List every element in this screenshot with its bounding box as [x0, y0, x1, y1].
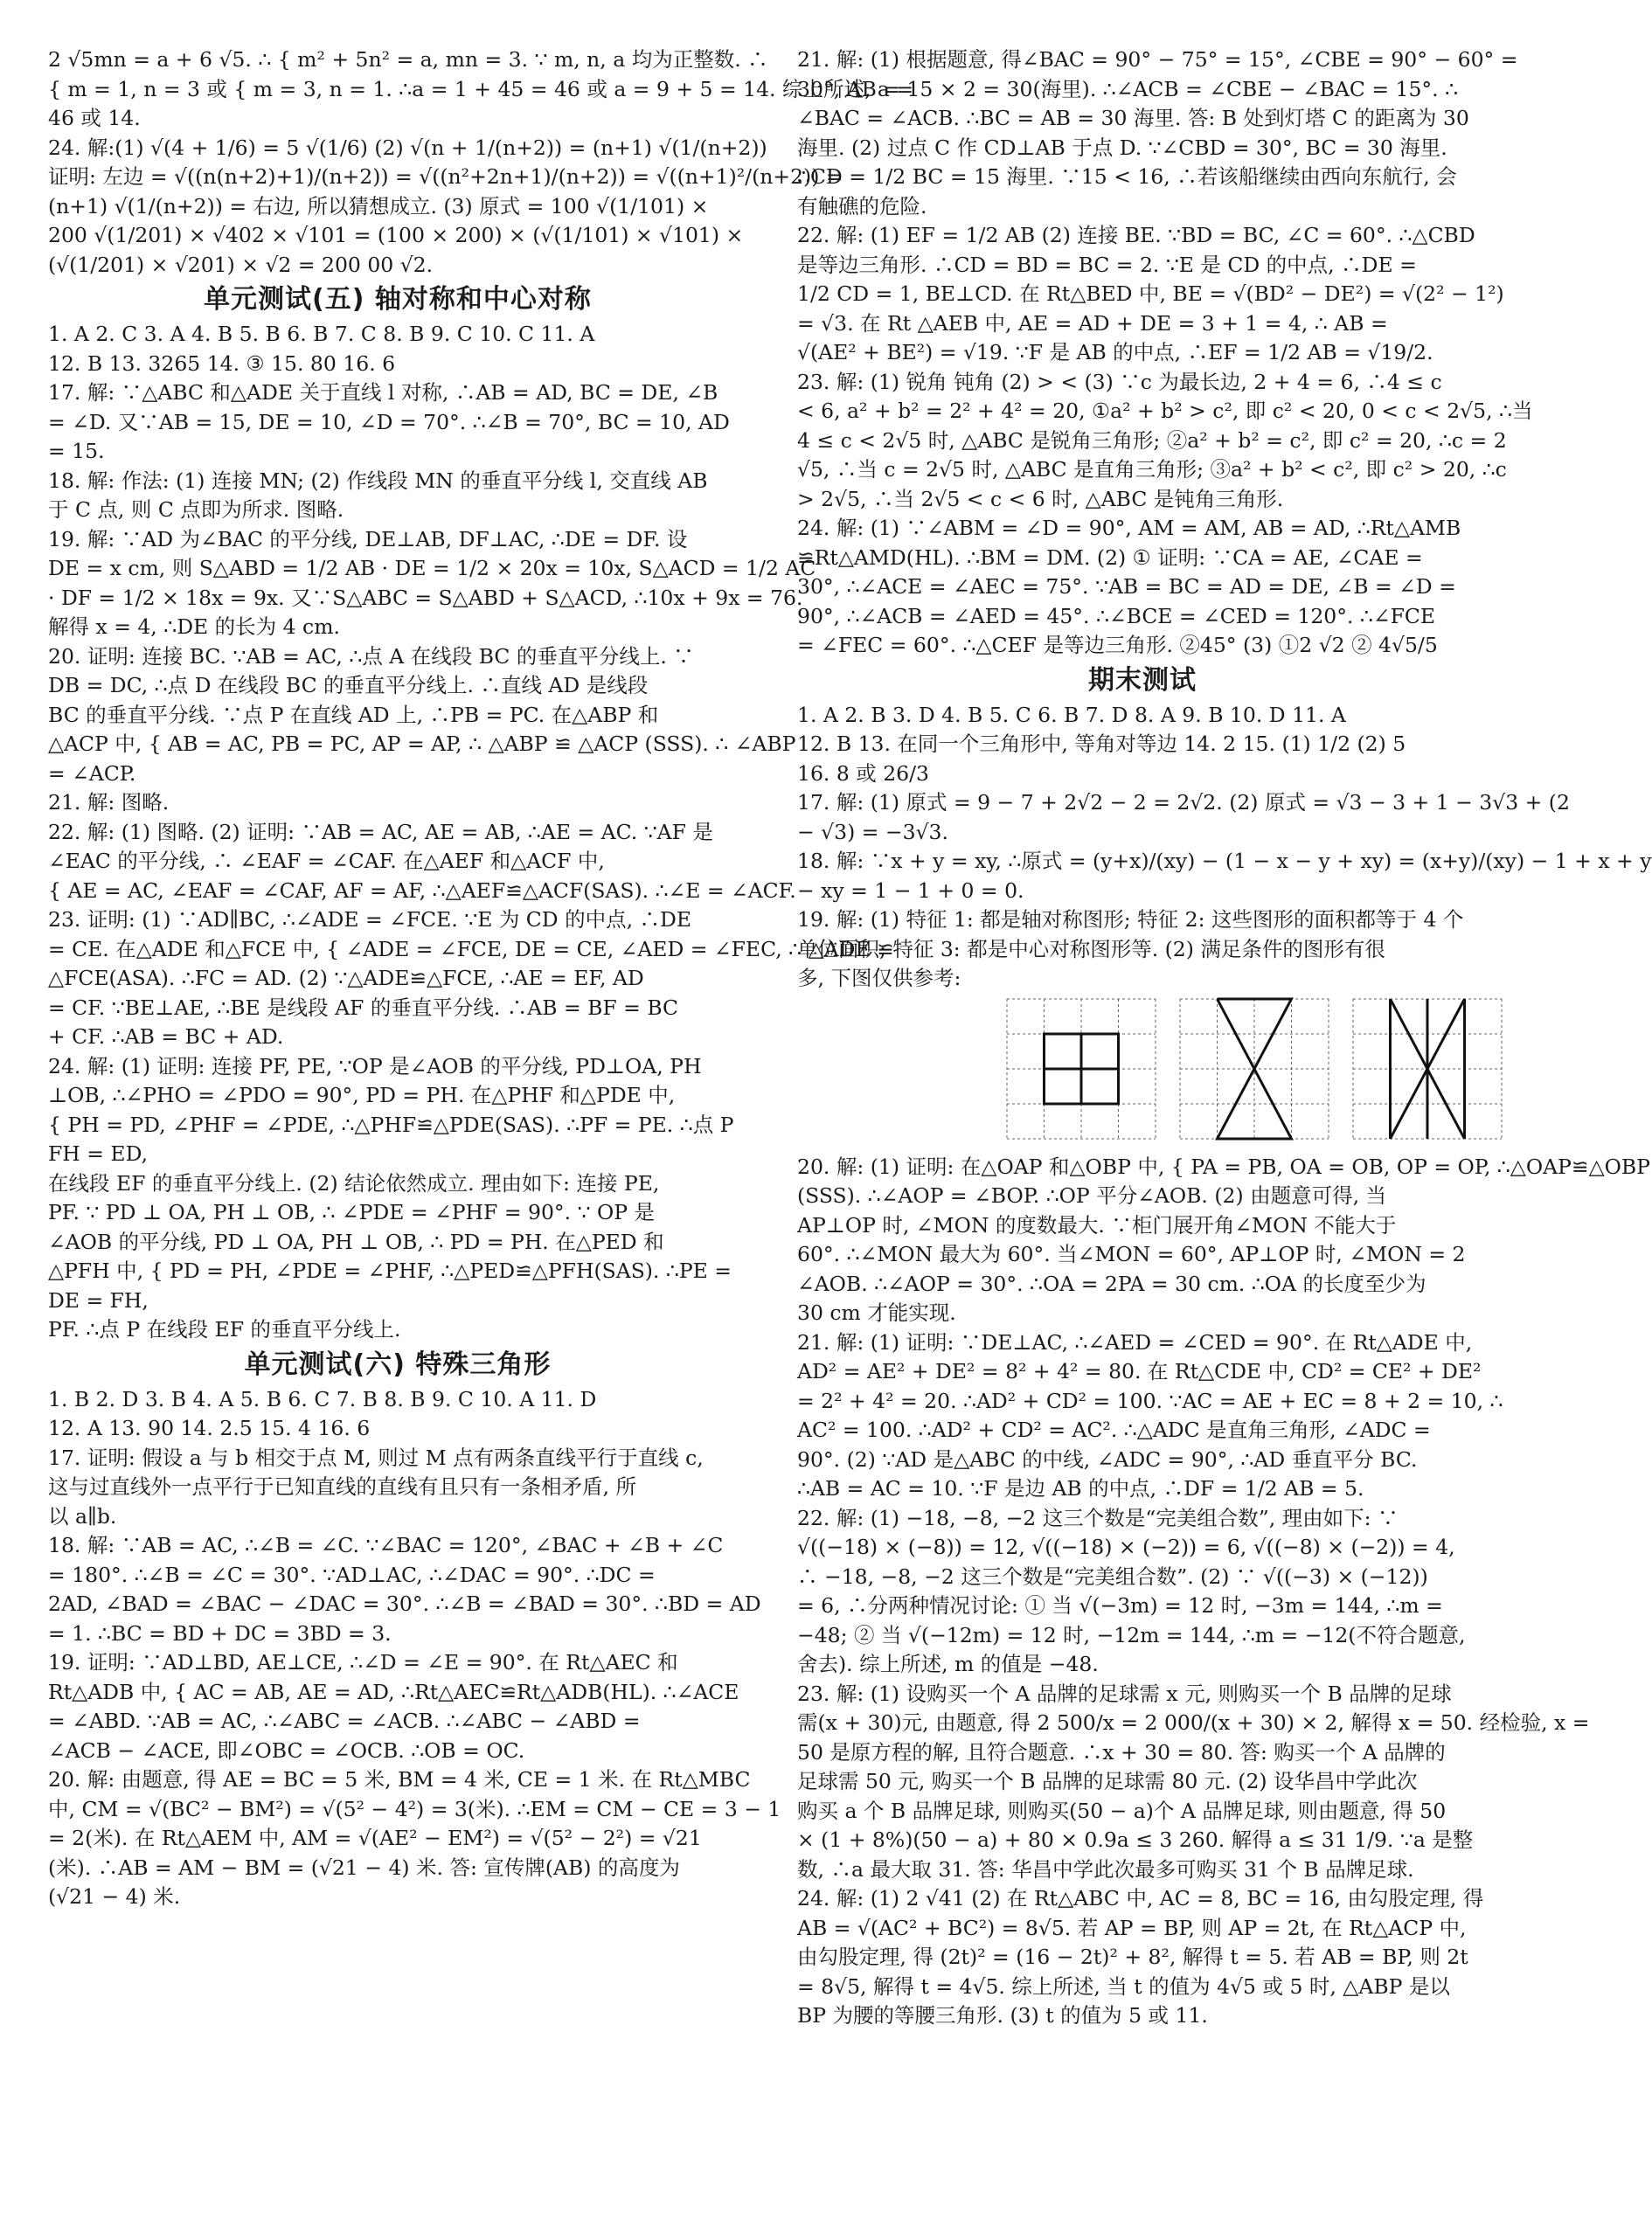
answer-line: 18. 解: ∵x + y = xy, ∴原式 = (y+x)/(xy) − (1 − x − y + xy) = (x+y)/(xy) − 1 + x + y: [797, 849, 1652, 873]
answer-line: 17. 解: (1) 原式 = 9 − 7 + 2√2 − 2 = 2√2. (2) 原式 = √3 − 3 + 1 − 3√3 + (2: [797, 790, 1570, 815]
answer-line: 有触礁的危险.: [797, 193, 927, 218]
answer-line: 12. A 13. 90 14. 2.5 15. 4 16. 6: [48, 1416, 371, 1440]
answer-line: 200 √(1/201) × √402 × √101 = (100 × 200) × (√(1/101) × √101) ×: [48, 223, 744, 247]
answer-line: 20. 解: 由题意, 得 AE = BC = 5 米, BM = 4 米, CE = 1 米. 在 Rt△MBC: [48, 1767, 751, 1792]
answer-line: 21. 解: (1) 证明: ∵DE⊥AC, ∴∠AED = ∠CED = 90°. 在 Rt△ADE 中,: [797, 1329, 1473, 1355]
answer-line: + CF. ∴AB = BC + AD.: [48, 1024, 284, 1049]
answer-line: Rt△ADB 中, { AC = AB, AE = AD, ∴Rt△AEC≌Rt△ADB(HL). ∴∠ACE: [48, 1679, 739, 1704]
answer-line: 24. 解: (1) 2 √41 (2) 在 Rt△ABC 中, AC = 8, BC = 16, 由勾股定理, 得: [797, 1886, 1484, 1910]
answer-line: { AE = AC, ∠EAF = ∠CAF, AF = AF, ∴△AEF≌△ACF(SAS). ∴∠E = ∠ACF.: [48, 877, 796, 903]
answer-line: = 1. ∴BC = BD + DC = 3BD = 3.: [48, 1620, 392, 1646]
answer-line: √5, ∴当 c = 2√5 时, △ABC 是直角三角形; ③a² + b² < c², 即 c² > 20, ∴c: [797, 457, 1507, 482]
answer-line: DE = FH,: [48, 1287, 149, 1313]
answer-line: 22. 解: (1) EF = 1/2 AB (2) 连接 BE. ∵BD = BC, ∠C = 60°. ∴△CBD: [797, 223, 1475, 247]
answer-line: < 6, a² + b² = 2² + 4² = 20, ①a² + b² > c², 即 c² < 20, 0 < c < 2√5, ∴当: [797, 399, 1533, 423]
answer-line: PF. ∵ PD ⊥ OA, PH ⊥ OB, ∴ ∠PDE = ∠PHF = 90°. ∵ OP 是: [48, 1200, 656, 1224]
answer-line: 购买 a 个 B 品牌足球, 则购买(50 − a)个 A 品牌足球, 则由题意, 得 50: [797, 1798, 1447, 1823]
answer-line: 2AD, ∠BAD = ∠BAC − ∠DAC = 30°. ∴∠B = ∠BAD = 30°. ∴BD = AD: [48, 1591, 761, 1616]
grid-figure-2: [1180, 999, 1329, 1139]
answer-line: 16. 8 或 26/3: [797, 760, 930, 786]
answer-line: 22. 解: (1) −18, −8, −2 这三个数是“完美组合数”, 理由如下: ∵: [797, 1505, 1399, 1530]
answer-line: = ∠ABD. ∵AB = AC, ∴∠ABC = ∠ACB. ∴∠ABC − ∠ABD =: [48, 1709, 641, 1733]
answer-line: 1. A 2. C 3. A 4. B 5. B 6. B 7. C 8. B 9. C 10. C 11. A: [48, 322, 595, 346]
answer-line: 足球需 50 元, 购买一个 B 品牌的足球需 80 元. (2) 设华昌中学此次: [797, 1769, 1418, 1793]
answer-line: 23. 解: (1) 锐角 钝角 (2) > < (3) ∵c 为最长边, 2 + 4 = 6, ∴4 ≤ c: [797, 369, 1442, 394]
answer-line: = 180°. ∴∠B = ∠C = 30°. ∵AD⊥AC, ∴∠DAC = 90°. ∴DC =: [48, 1562, 656, 1587]
answer-line: 由勾股定理, 得 (2t)² = (16 − 2t)² + 8², 解得 t = 5. 若 AB = BP, 则 2t: [797, 1945, 1468, 1969]
answer-line: BP 为腰的等腰三角形. (3) t 的值为 5 或 11.: [797, 2003, 1208, 2028]
answer-line: ∴CD = 1/2 BC = 15 海里. ∵15 < 16, ∴若该船继续由西向东航行, 会: [797, 164, 1457, 189]
answer-line: 多, 下图仅供参考:: [797, 966, 961, 990]
answer-line: ∴AB = AC = 10. ∵F 是边 AB 的中点, ∴DF = 1/2 AB = 5.: [797, 1476, 1364, 1501]
answer-line: ∠AOB 的平分线, PD ⊥ OA, PH ⊥ OB, ∴ PD = PH. 在△PED 和: [48, 1229, 664, 1254]
answer-line: 30°, ∴∠ACE = ∠AEC = 75°. ∵AB = BC = AD = DE, ∠B = ∠D =: [797, 574, 1456, 599]
answer-line: 46 或 14.: [48, 106, 141, 130]
answer-line: 12. B 13. 3265 14. ③ 15. 80 16. 6: [48, 350, 396, 376]
answer-line: = 6, ∴分两种情况讨论: ① 当 √(−3m) = 12 时, −3m = 144, ∴m =: [797, 1593, 1443, 1618]
answer-line: ∠EAC 的平分线, ∴ ∠EAF = ∠CAF. 在△AEF 和△ACF 中,: [48, 849, 605, 873]
answer-line: 17. 证明: 假设 a 与 b 相交于点 M, 则过 M 点有两条直线平行于直线 c,: [48, 1445, 704, 1470]
answer-line: ∴ −18, −8, −2 这三个数是“完美组合数”. (2) ∵ √((−3) × (−12)): [797, 1564, 1428, 1589]
answer-line: 17. 解: ∵△ABC 和△ADE 关于直线 l 对称, ∴AB = AD, BC = DE, ∠B: [48, 380, 718, 405]
answer-line: PF. ∴点 P 在线段 EF 的垂直平分线上.: [48, 1317, 401, 1342]
answer-line: (√21 − 4) 米.: [48, 1884, 181, 1909]
answer-line: 24. 解:(1) √(4 + 1/6) = 5 √(1/6) (2) √(n + 1/(n+2)) = (n+1) √(1/(n+2)): [48, 135, 767, 160]
answer-line: ∠BAC = ∠ACB. ∴BC = AB = 30 海里. 答: B 处到灯塔 C 的距离为 30: [797, 106, 1469, 130]
answer-line: (SSS). ∴∠AOP = ∠BOP. ∴OP 平分∠AOB. (2) 由题意可得, 当: [797, 1183, 1387, 1208]
answer-line: − xy = 1 − 1 + 0 = 0.: [797, 877, 1024, 903]
answer-line: 24. 解: (1) ∵∠ABM = ∠D = 90°, AM = AM, AB = AD, ∴Rt△AMB: [797, 516, 1461, 540]
answer-line: 90°. (2) ∵AD 是△ABC 的中线, ∠ADC = 90°, ∴AD 垂直平分 BC.: [797, 1446, 1418, 1472]
answer-line: ≌Rt△AMD(HL). ∴BM = DM. (2) ① 证明: ∵CA = AE, ∠CAE =: [797, 544, 1423, 570]
answer-line: = 8√5, 解得 t = 4√5. 综上所述, 当 t 的值为 4√5 或 5 时, △ABP 是以: [797, 1973, 1450, 1999]
answer-line: 30°, AB = 15 × 2 = 30(海里). ∴∠ACB = ∠CBE − ∠BAC = 15°. ∴: [797, 76, 1459, 101]
answer-line: 中, CM = √(BC² − BM²) = √(5² − 4²) = 3(米). ∴EM = CM − CE = 3 − 1: [48, 1796, 781, 1821]
answer-line: · DF = 1/2 × 18x = 9x. 又∵S△ABC = S△ABD + S△ACD, ∴10x + 9x = 76.: [48, 585, 803, 610]
answer-line: 18. 解: 作法: (1) 连接 MN; (2) 作线段 MN 的垂直平分线 l, 交直线 AB: [48, 468, 708, 493]
answer-line: 数, ∴a 最大取 31. 答: 华昌中学此次最多可购买 31 个 B 品牌足球.: [797, 1856, 1414, 1882]
answer-line: √(AE² + BE²) = √19. ∵F 是 AB 的中点, ∴EF = 1/2 AB = √19/2.: [797, 340, 1433, 364]
answer-line: (√(1/201) × √201) × √2 = 200 00 √2.: [48, 252, 434, 277]
answer-line: 需(x + 30)元, 由题意, 得 2 500/x = 2 000/(x + 30) × 2, 解得 x = 50. 经检验, x =: [797, 1710, 1590, 1735]
grid-figure-3: [1353, 999, 1502, 1139]
section-heading: 单元测试(五) 轴对称和中心对称: [204, 284, 592, 315]
answer-line: FH = ED,: [48, 1141, 149, 1166]
answer-line: DB = DC, ∴点 D 在线段 BC 的垂直平分线上. ∴直线 AD 是线段: [48, 673, 649, 697]
answer-line: 于 C 点, 则 C 点即为所求. 图略.: [48, 497, 344, 522]
answer-line: AC² = 100. ∴AD² + CD² = AC². ∴△ADC 是直角三角形, ∠ADC =: [797, 1418, 1431, 1442]
answer-line: △ACP 中, { AB = AC, PB = PC, AP = AP, ∴ △ABP ≌ △ACP (SSS). ∴ ∠ABP: [48, 732, 796, 756]
answer-line: 单位面积; 特征 3: 都是中心对称图形等. (2) 满足条件的图形有很: [797, 936, 1385, 961]
answer-line: = 15.: [48, 439, 105, 463]
answer-line: − √3) = −3√3.: [797, 819, 948, 844]
answer-line: 21. 解: 图略.: [48, 790, 170, 815]
answer-line: ∠ACB − ∠ACE, 即∠OBC = ∠OCB. ∴OB = OC.: [48, 1737, 525, 1763]
answer-line: 19. 证明: ∵AD⊥BD, AE⊥CE, ∴∠D = ∠E = 90°. 在 Rt△AEC 和: [48, 1650, 678, 1675]
answer-line: 30 cm 才能实现.: [797, 1300, 956, 1325]
answer-line: = 2(米). 在 Rt△AEM 中, AM = √(AE² − EM²) = √(5² − 2²) = √21: [48, 1826, 702, 1850]
section-heading: 期末测试: [1088, 664, 1197, 696]
answer-line: 20. 解: (1) 证明: 在△OAP 和△OBP 中, { PA = PB, OA = OB, OP = OP, ∴△OAP≌△OBP: [797, 1154, 1650, 1179]
answer-line: 60°. ∴∠MON 最大为 60°. 当∠MON = 60°, AP⊥OP 时, ∠MON = 2: [797, 1242, 1466, 1266]
answer-line: △FCE(ASA). ∴FC = AD. (2) ∵△ADE≌△FCE, ∴AE = EF, AD: [48, 966, 644, 990]
answer-line: AB = √(AC² + BC²) = 8√5. 若 AP = BP, 则 AP = 2t, 在 Rt△ACP 中,: [797, 1915, 1467, 1940]
answer-line: = ∠D. 又∵AB = 15, DE = 10, ∠D = 70°. ∴∠B = 70°, BC = 10, AD: [48, 409, 730, 434]
answer-line: 1. B 2. D 3. B 4. A 5. B 6. C 7. B 8. B 9. C 10. A 11. D: [48, 1386, 597, 1411]
answer-line: 以 a∥b.: [48, 1503, 117, 1529]
answer-line: 90°, ∴∠ACB = ∠AED = 45°. ∴∠BCE = ∠CED = 120°. ∴∠FCE: [797, 603, 1436, 628]
answer-line: 2 √5mn = a + 6 √5. ∴ { m² + 5n² = a, mn = 3. ∵ m, n, a 均为正整数. ∴: [48, 47, 768, 72]
figure-diagrams: [1007, 999, 1488, 1146]
answer-line: 海里. (2) 过点 C 作 CD⊥AB 于点 D. ∵∠CBD = 30°, BC = 30 海里.: [797, 135, 1447, 160]
answer-line: ⊥OB, ∴∠PHO = ∠PDO = 90°, PD = PH. 在△PHF 和△PDE 中,: [48, 1083, 676, 1107]
answer-line: 在线段 EF 的垂直平分线上. (2) 结论依然成立. 理由如下: 连接 PE,: [48, 1170, 660, 1196]
answer-line: BC 的垂直平分线. ∵点 P 在直线 AD 上, ∴PB = PC. 在△ABP 和: [48, 702, 659, 727]
answer-line: AP⊥OP 时, ∠MON 的度数最大. ∵柜门展开角∠MON 不能大于: [797, 1212, 1397, 1238]
answer-line: AD² = AE² + DE² = 8² + 4² = 80. 在 Rt△CDE 中, CD² = CE² + DE²: [797, 1359, 1482, 1383]
answer-line: (n+1) √(1/(n+2)) = 右边, 所以猜想成立. (3) 原式 = 100 √(1/101) ×: [48, 193, 709, 218]
answer-line: △PFH 中, { PD = PH, ∠PDE = ∠PHF, ∴△PED≌△PFH(SAS). ∴PE =: [48, 1259, 732, 1283]
answer-line: = ∠FEC = 60°. ∴△CEF 是等边三角形. ②45° (3) ①2 √2 ② 4√5/5: [797, 633, 1438, 657]
answer-line: 这与过直线外一点平行于已知直线的直线有且只有一条相矛盾, 所: [48, 1474, 636, 1499]
answer-line: 23. 解: (1) 设购买一个 A 品牌的足球需 x 元, 则购买一个 B 品牌的足球: [797, 1681, 1452, 1706]
answer-line: 24. 解: (1) 证明: 连接 PF, PE, ∵OP 是∠AOB 的平分线, PD⊥OA, PH: [48, 1053, 702, 1078]
answer-line: DE = x cm, 则 S△ABD = 1/2 AB · DE = 1/2 × 20x = 10x, S△ACD = 1/2 AC: [48, 556, 816, 580]
answer-line: > 2√5, ∴当 2√5 < c < 6 时, △ABC 是钝角三角形.: [797, 486, 1284, 511]
answer-line: = √3. 在 Rt △AEB 中, AE = AD + DE = 3 + 1 = 4, ∴ AB =: [797, 310, 1388, 336]
answer-line: 是等边三角形. ∴CD = BD = BC = 2. ∵E 是 CD 的中点, ∴DE =: [797, 252, 1417, 277]
answer-line: 23. 证明: (1) ∵AD∥BC, ∴∠ADE = ∠FCE. ∵E 为 CD 的中点, ∴DE: [48, 907, 692, 932]
answer-line: 舍去). 综上所述, m 的值是 −48.: [797, 1652, 1099, 1676]
answer-line: 4 ≤ c < 2√5 时, △ABC 是锐角三角形; ②a² + b² = c², 即 c² = 20, ∴c = 2: [797, 427, 1507, 453]
answer-line: 12. B 13. 在同一个三角形中, 等角对等边 14. 2 15. (1) 1/2 (2) 5: [797, 732, 1406, 756]
answer-line: ∠AOB. ∴∠AOP = 30°. ∴OA = 2PA = 30 cm. ∴OA 的长度至少为: [797, 1271, 1426, 1296]
section-heading: 单元测试(六) 特殊三角形: [244, 1349, 552, 1380]
answer-line: 解得 x = 4, ∴DE 的长为 4 cm.: [48, 614, 340, 639]
answer-line: 18. 解: ∵AB = AC, ∴∠B = ∠C. ∵∠BAC = 120°, ∠BAC + ∠B + ∠C: [48, 1533, 724, 1557]
answer-line: = ∠ACP.: [48, 760, 136, 786]
answer-line: 22. 解: (1) 图略. (2) 证明: ∵AB = AC, AE = AB, ∴AE = AC. ∵AF 是: [48, 819, 713, 844]
answer-line: × (1 + 8%)(50 − a) + 80 × 0.9a ≤ 3 260. 解得 a ≤ 31 1/9. ∵a 是整: [797, 1827, 1474, 1852]
answer-line: 19. 解: ∵AD 为∠BAC 的平分线, DE⊥AB, DF⊥AC, ∴DE = DF. 设: [48, 526, 688, 551]
answer-line: { m = 1, n = 3 或 { m = 3, n = 1. ∴a = 1 + 45 = 46 或 a = 9 + 5 = 14. 综上所述, a =: [48, 76, 914, 101]
answer-line: = CE. 在△ADE 和△FCE 中, { ∠ADE = ∠FCE, DE = CE, ∠AED = ∠FEC, ∴ △ADE ≌: [48, 936, 894, 961]
answer-line: 20. 证明: 连接 BC. ∵AB = AC, ∴点 A 在线段 BC 的垂直平分线上. ∵: [48, 643, 694, 669]
answer-line: { PH = PD, ∠PHF = ∠PDE, ∴△PHF≌△PDE(SAS). ∴PF = PE. ∴点 P: [48, 1112, 734, 1137]
answer-line: 1/2 CD = 1, BE⊥CD. 在 Rt△BED 中, BE = √(BD² − DE²) = √(2² − 1²): [797, 281, 1504, 306]
answer-line: 证明: 左边 = √((n(n+2)+1)/(n+2)) = √((n²+2n+1)/(n+2)) = √((n+1)²/(n+2)) =: [48, 164, 843, 189]
answer-line: 50 是原方程的解, 且符合题意. ∴x + 30 = 80. 答: 购买一个 A 品牌的: [797, 1739, 1446, 1765]
answer-line: 1. A 2. B 3. D 4. B 5. C 6. B 7. D 8. A 9. B 10. D 11. A: [797, 702, 1346, 727]
answer-line: (米). ∴AB = AM − BM = (√21 − 4) 米. 答: 宣传牌(AB) 的高度为: [48, 1855, 680, 1880]
answer-line: = CF. ∵BE⊥AE, ∴BE 是线段 AF 的垂直平分线. ∴AB = BF = BC: [48, 995, 679, 1020]
right-column: [797, 45, 1652, 2031]
answer-line: √((−18) × (−8)) = 12, √((−18) × (−2)) = 6, √((−8) × (−2)) = 4,: [797, 1535, 1455, 1559]
answer-line: 19. 解: (1) 特征 1: 都是轴对称图形; 特征 2: 这些图形的面积都等于 4 个: [797, 907, 1464, 932]
answer-line: 21. 解: (1) 根据题意, 得∠BAC = 90° − 75° = 15°, ∠CBE = 90° − 60° =: [797, 47, 1518, 72]
grid-figure-1: [1007, 999, 1156, 1139]
answer-line: −48; ② 当 √(−12m) = 12 时, −12m = 144, ∴m = −12(不符合题意,: [797, 1622, 1466, 1647]
answer-line: = 2² + 4² = 20. ∴AD² + CD² = 100. ∵AC = AE + EC = 8 + 2 = 10, ∴: [797, 1388, 1503, 1413]
